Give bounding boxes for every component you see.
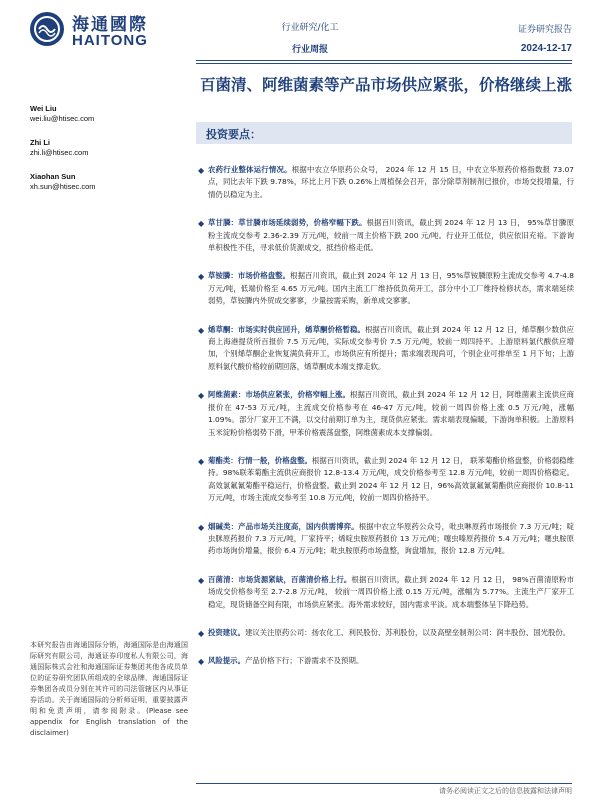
- diamond-bullet-icon: ◆: [198, 456, 205, 466]
- highlight-text: 根据百川资讯，截止到 2024 年 12 月 12 日， 联苯菊酯价格盘整，价格弱稳维持。98%联苯菊酯主流供应商报价 12.8-13.4 万元/吨，成交价格参考至 12.8 万元/吨，较前一周四价格稳定。高效氯氟氰菊酯平稳运行，价格盘整。截止到 2024 年 12 月 12 日，96%高效氯氟氰菊酯供应商报价 10.8-11 万元/吨，市场主流成交参考至 10.8 万元/吨，较前一周四价格持平。: [208, 455, 574, 503]
- diamond-bullet-icon: ◆: [198, 522, 205, 532]
- highlight-text: 产品价格下行；下游需求不及预期。: [244, 656, 364, 666]
- distribution-disclaimer: 本研究报告由海通国际分销，海通国际是由海通国际研究有限公司，海通证券印度私人有限公司，海通国际株式会社和海通国际证券集团其他各成员单位的证券研究团队所组成的全球品牌，海通国际证券集团各成员分别在其许可的司法管辖区内从事证券活动。关于海通国际的分析师证明，重要披露声明和免责声明，请参阅附录。(Please see appendix for English translation of the disclaimer): [30, 641, 188, 737]
- report-type: 行业周报: [291, 45, 328, 55]
- diamond-bullet-icon: ◆: [198, 272, 205, 282]
- highlight-lead: 阿维菌素：市场供应紧张，价格窄幅上涨。: [208, 390, 350, 400]
- author-email[interactable]: zhi.li@htisec.com: [30, 148, 89, 157]
- highlight-text: 根据中农立华原药公众号， 2024 年 12 月 15 日，中农立华原药价格指数报 73.07 点，同比去年下跌 9.78%，环比上月下跌 0.26%上周植保会召开，部分除草剂制剂已报价，市场交投增量，行情仍以稳定为主。: [208, 165, 574, 199]
- haitong-logo: [30, 8, 190, 52]
- highlight-lead: 风险提示。: [208, 656, 245, 666]
- author-name: Wei Liu: [30, 104, 57, 113]
- logo-chinese-name: 海通國際: [72, 15, 148, 35]
- highlight-item: [198, 574, 574, 611]
- report-category-block: [260, 22, 360, 56]
- diamond-bullet-icon: ◆: [198, 575, 205, 585]
- diamond-bullet-icon: ◆: [198, 628, 205, 638]
- highlight-lead: 百菌清：市场货源紧缺，百菌清价格上行。: [208, 574, 352, 584]
- investment-highlights-label: 投资要点：: [206, 128, 261, 141]
- footer-notice: 请务必阅读正文之后的信息披露和法律声明: [439, 787, 572, 795]
- header-divider: [196, 60, 572, 61]
- highlight-item: [198, 217, 574, 254]
- report-series: 证券研究报告: [517, 25, 572, 35]
- author-entry: [30, 138, 180, 158]
- highlight-text: 根据百川资讯，截止到 2024 年 12 月 12 日，阿维菌素主流供应商报价在 47-53 万元/吨，主流成交价格参考在 46-47 万元/吨，较前一周四价格上涨 0.5 万元/吨，涨幅 1.09%。部分厂家开工不满，以交付前期订单为主，现货供应紧张。需求端表现偏暖，下游询单积极。上游原料玉米淀粉价格弱势下滑，甲苯价格震荡盘整，阿维菌素成本支撑偏弱。: [208, 390, 574, 437]
- highlight-text: 建议关注原药公司：扬农化工、利民股份、苏利股份，以及高壁垒制剂公司：润丰股份、国光股份。: [244, 627, 571, 637]
- diamond-bullet-icon: ◆: [198, 325, 205, 335]
- highlight-text: 根据中农立华原药公众号，吡虫啉原药市场报价 7.3 万元/吨；啶虫脒原药报价 7.3 万元/吨，厂家持平；烯啶虫胺原药报价 13 万元/吨；噻虫嗪原药报价 5.4 万元/吨；噻虫胺原药市场询价增量，报价 6.4 万元/吨；吡虫胺原药市场盘整，询盘增加，报价 12.8 万元/吨。: [208, 521, 574, 556]
- highlight-text: 根据百川资讯，截止到 2024 年 12 月 12 日，烯草酮少数供应商上海港提货所百报价 7.5 万元/吨，实际成交参考价 7.5 万元/吨，较前一周四持平。上游原料氯代酸供应增加，个别烯草酮企业恢复满负荷开工，市场供应有所提升；需求端表现尚可，个别企业可排单至 1 月下旬；上游原料氯代酸价格较前期回落，烯草酮成本端支撑走软。: [208, 324, 574, 371]
- haitong-logo-icon: [30, 12, 64, 46]
- footer-divider: [196, 783, 572, 784]
- highlight-lead: 烯草酮：市场实时供应回升，烯草酮价格暂稳。: [208, 324, 365, 334]
- highlight-lead: 投资建议。: [208, 627, 245, 637]
- author-name: Zhi Li: [30, 138, 50, 147]
- highlight-lead: 草铵膦：市场价格盘整。: [208, 271, 291, 281]
- diamond-bullet-icon: ◆: [198, 391, 205, 401]
- author-entry: [30, 172, 180, 192]
- highlight-text: 根据百川资讯，截止到 2024 年 12 月 12 日， 98%百菌清原粉市场成交价格参考至 2.7-2.8 万元/吨， 较前一周四价格上涨 0.15 万元/吨，涨幅为 5.77%。主流生产厂家开工稳定，现货储备空间有限，市场供应紧张。海外需求较好，国内需求平淡。成本端整体呈下降趋势。: [208, 574, 574, 609]
- highlight-item: [198, 270, 574, 307]
- report-series-block: [462, 22, 572, 54]
- diamond-bullet-icon: ◆: [198, 219, 205, 229]
- report-date: 2024-12-17: [520, 43, 572, 54]
- report-title: 百菌清、阿维菌素等产品市场供应紧张，价格继续上涨: [200, 76, 573, 94]
- highlight-item: [198, 521, 574, 558]
- author-email[interactable]: wei.liu@htisec.com: [30, 114, 95, 123]
- header-divider-secondary: [196, 63, 572, 64]
- highlight-item: [198, 324, 574, 374]
- highlight-item: [198, 455, 574, 505]
- highlight-text: 根据百川资讯，截止到 2024 年 12 月 13 日，95%草铵膦原粉主流成交参考 4.7-4.8 万元/吨，低端价格至 4.65 万元/吨。国内主流工厂维持低负荷开工，部分中小工厂维持检修状态，需求端延续弱势，草铵膦内外贸成交寥寥，少量按需采购，新单成交寥寥。: [208, 271, 574, 306]
- diamond-bullet-icon: ◆: [198, 657, 205, 667]
- highlight-item: [198, 164, 574, 201]
- logo-english-name: HAITONG: [72, 32, 148, 49]
- diamond-bullet-icon: ◆: [198, 166, 205, 175]
- author-name: Xiaohan Sun: [30, 172, 76, 181]
- author-entry: [30, 104, 180, 124]
- investment-highlights-list: [198, 164, 574, 684]
- highlight-lead: 菊酯类：行情一般，价格盘整。: [208, 455, 312, 465]
- highlight-lead: 农药行业整体运行情况。: [208, 165, 292, 174]
- highlight-text: 根据百川资讯，截止到 2024 年 12 月 13 日， 95%草甘膦原粉主流成交参考 2.36-2.39 万元/吨，较前一周主价格下跌 200 元/吨。行业开工低位，供应依旧充裕。下游询单积极性不佳，寻求低价货源成交，抵挡价格走低。: [208, 218, 574, 253]
- author-list: [30, 104, 180, 206]
- highlight-item: [198, 627, 574, 639]
- highlight-item: [198, 655, 574, 667]
- highlight-lead: 烟碱类：产品市场关注度高，国内供需博弈。: [208, 521, 359, 531]
- highlight-item: [198, 389, 574, 439]
- author-email[interactable]: xh.sun@htisec.com: [30, 182, 96, 191]
- report-category: 行业研究/化工: [281, 23, 339, 33]
- investment-highlights-header: [196, 122, 572, 144]
- highlight-lead: 草甘膦：草甘膦市场延续弱势，价格窄幅下跌。: [208, 218, 367, 228]
